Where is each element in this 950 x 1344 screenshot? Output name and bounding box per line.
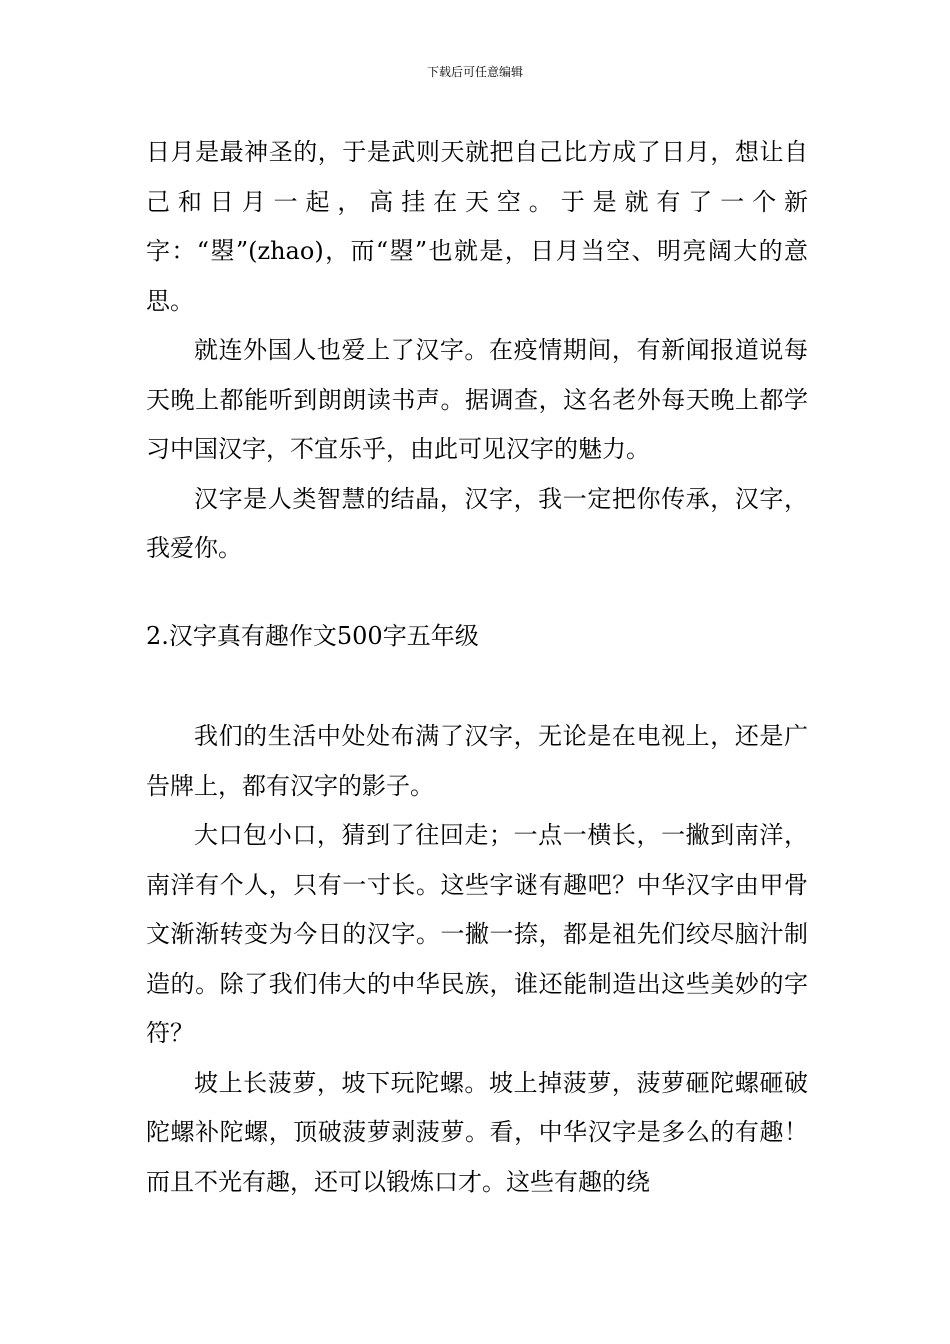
- paragraph: 我们的生活中处处布满了汉字，无论是在电视上，还是广告牌上，都有汉字的影子。: [146, 722, 808, 800]
- paragraph: 坡上长菠萝，坡下玩陀螺。坡上掉菠萝，菠萝砸陀螺砸破陀螺补陀螺，顶破菠萝剥菠萝。看，中华汉字是多么的有趣！而且不光有趣，还可以锻炼口才。这些有趣的绕: [146, 1068, 808, 1196]
- page-header: 下载后可任意编辑: [426, 65, 523, 79]
- paragraph: 大口包小口，猜到了往回走；一点一横长，一撇到南洋，南洋有个人，只有一寸长。这些字谜有趣吧？中华汉字由甲骨文渐渐转变为今日的汉字。一撇一捺，都是祖先们绞尽脑汁制造的。除了我们伟大的中华民族，谁还能制造出这些美妙的字符？: [146, 821, 808, 1047]
- document-body: [146, 128, 808, 1207]
- paragraph: 汉字是人类智慧的结晶，汉字，我一定把你传承，汉字，我爱你。: [146, 484, 808, 562]
- paragraph: 就连外国人也爱上了汉字。在疫情期间，有新闻报道说每天晚上都能听到朗朗读书声。据调查，这名老外每天晚上都学习中国汉字，不宜乐乎，由此可见汉字的魅力。: [146, 336, 808, 463]
- section-heading: 2.汉字真有趣作文500字五年级: [146, 621, 479, 650]
- paragraph: 日月是最神圣的，于是武则天就把自己比方成了日月，想让自己和日月一起，高挂在天空。于是就有了一个新字：“曌”(zhao)，而“曌”也就是，日月当空、明亮阔大的意思。: [146, 138, 808, 315]
